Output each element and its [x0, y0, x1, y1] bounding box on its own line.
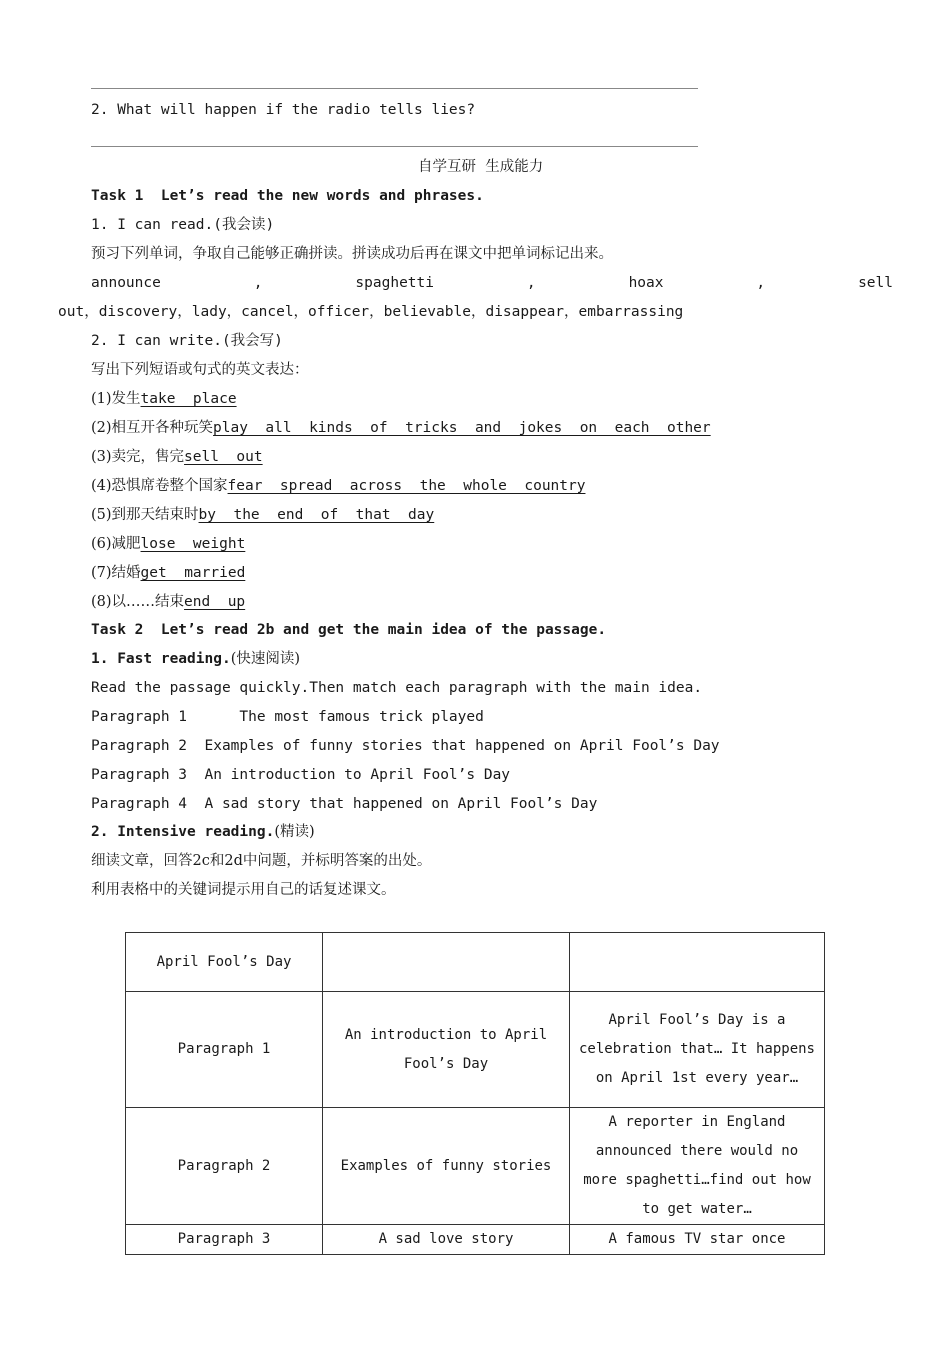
- fast-heading-cn: (快速阅读): [230, 651, 301, 667]
- fast-reading-heading: [91, 649, 300, 669]
- table-cell: A reporter in England announced there would no more spaghetti…find out how to get water…: [570, 1108, 825, 1225]
- read-instruction: 预习下列单词，争取自己能够正确拼读。拼读成功后再在课文中把单词标记出来。: [91, 246, 613, 262]
- table-cell: A famous TV star once: [570, 1225, 825, 1255]
- answer-line-2: [91, 146, 698, 147]
- table-cell: A sad love story: [323, 1225, 570, 1255]
- phrase-item: [91, 418, 711, 438]
- intensive-reading-heading: [91, 822, 315, 842]
- phrase-en: sell out: [184, 449, 263, 465]
- phrase-cn: (4)恐惧席卷整个国家: [91, 478, 228, 494]
- write-instruction: 写出下列短语或句式的英文表达：: [91, 362, 309, 378]
- table-cell: [570, 933, 825, 992]
- table-cell: April Fool’s Day: [126, 933, 323, 992]
- phrase-item: [91, 592, 245, 612]
- table-cell: Paragraph 1: [126, 992, 323, 1108]
- section-title: 自学互研 生成能力: [418, 159, 544, 175]
- phrase-en: get married: [140, 565, 246, 581]
- phrase-en: play all kinds of tricks and jokes on each other: [213, 420, 711, 436]
- phrase-item: [91, 389, 237, 409]
- table-row: [126, 1225, 825, 1255]
- write-heading: 2. I can write.(我会写): [91, 333, 283, 349]
- phrase-cn: (5)到那天结束时: [91, 507, 199, 523]
- table-row: [126, 1108, 825, 1225]
- phrase-en: take place: [140, 391, 237, 407]
- phrase-cn: (2)相互开各种玩笑: [91, 420, 214, 436]
- comma: ,: [253, 275, 263, 291]
- phrase-item: [91, 476, 585, 496]
- words-line-2: out，discovery，lady，cancel，officer，believable，disappear，embarrassing: [58, 304, 684, 320]
- table-cell: Paragraph 2: [126, 1108, 323, 1225]
- intensive-heading-en: 2. Intensive reading.: [91, 824, 275, 840]
- paragraph-match: Paragraph 4 A sad story that happened on April Fool’s Day: [91, 796, 598, 812]
- phrase-en: end up: [184, 594, 246, 610]
- phrase-en: lose weight: [140, 536, 246, 552]
- paragraph-match: Paragraph 1 The most famous trick played: [91, 709, 484, 725]
- task1-title: Task 1 Let’s read the new words and phrases.: [91, 188, 484, 204]
- phrase-item: [91, 505, 434, 525]
- table-cell: Paragraph 3: [126, 1225, 323, 1255]
- intensive-instruction-1: 细读文章，回答2c和2d中问题，并标明答案的出处。: [91, 853, 432, 869]
- phrase-cn: (6)减肥: [91, 536, 141, 552]
- words-line-1: [91, 273, 893, 293]
- question-2: 2. What will happen if the radio tells lies?: [91, 102, 476, 118]
- phrase-cn: (3)卖完，售完: [91, 449, 185, 465]
- table-cell: April Fool’s Day is a celebration that… It happens on April 1st every year…: [570, 992, 825, 1108]
- word: sell: [858, 275, 893, 291]
- fast-heading-en: 1. Fast reading.: [91, 651, 231, 667]
- comma: ,: [526, 275, 536, 291]
- phrase-item: [91, 563, 245, 583]
- table-cell: An introduction to April Fool’s Day: [323, 992, 570, 1108]
- paragraph-match: Paragraph 2 Examples of funny stories that happened on April Fool’s Day: [91, 738, 720, 754]
- word: announce: [91, 275, 161, 291]
- table-row: [126, 992, 825, 1108]
- word: spaghetti: [355, 275, 434, 291]
- phrase-en: fear spread across the whole country: [227, 478, 586, 494]
- phrase-item: [91, 447, 263, 467]
- table-header-row: [126, 933, 825, 992]
- phrase-cn: (8)以……结束: [91, 594, 185, 610]
- phrase-item: [91, 534, 245, 554]
- phrase-cn: (1)发生: [91, 391, 141, 407]
- phrase-en: by the end of that day: [198, 507, 435, 523]
- intensive-instruction-2: 利用表格中的关键词提示用自己的话复述课文。: [91, 882, 396, 898]
- read-heading: 1. I can read.(我会读): [91, 217, 275, 233]
- table-cell: Examples of funny stories: [323, 1108, 570, 1225]
- retell-table: [125, 932, 825, 1255]
- word: hoax: [628, 275, 664, 291]
- fast-instruction: Read the passage quickly.Then match each paragraph with the main idea.: [91, 680, 703, 696]
- intensive-heading-cn: (精读): [274, 824, 315, 840]
- table-cell: [323, 933, 570, 992]
- task2-title: Task 2 Let’s read 2b and get the main idea of the passage.: [91, 622, 607, 638]
- answer-line-1: [91, 88, 698, 89]
- phrase-cn: (7)结婚: [91, 565, 141, 581]
- comma: ,: [756, 275, 766, 291]
- paragraph-match: Paragraph 3 An introduction to April Fool’s Day: [91, 767, 511, 783]
